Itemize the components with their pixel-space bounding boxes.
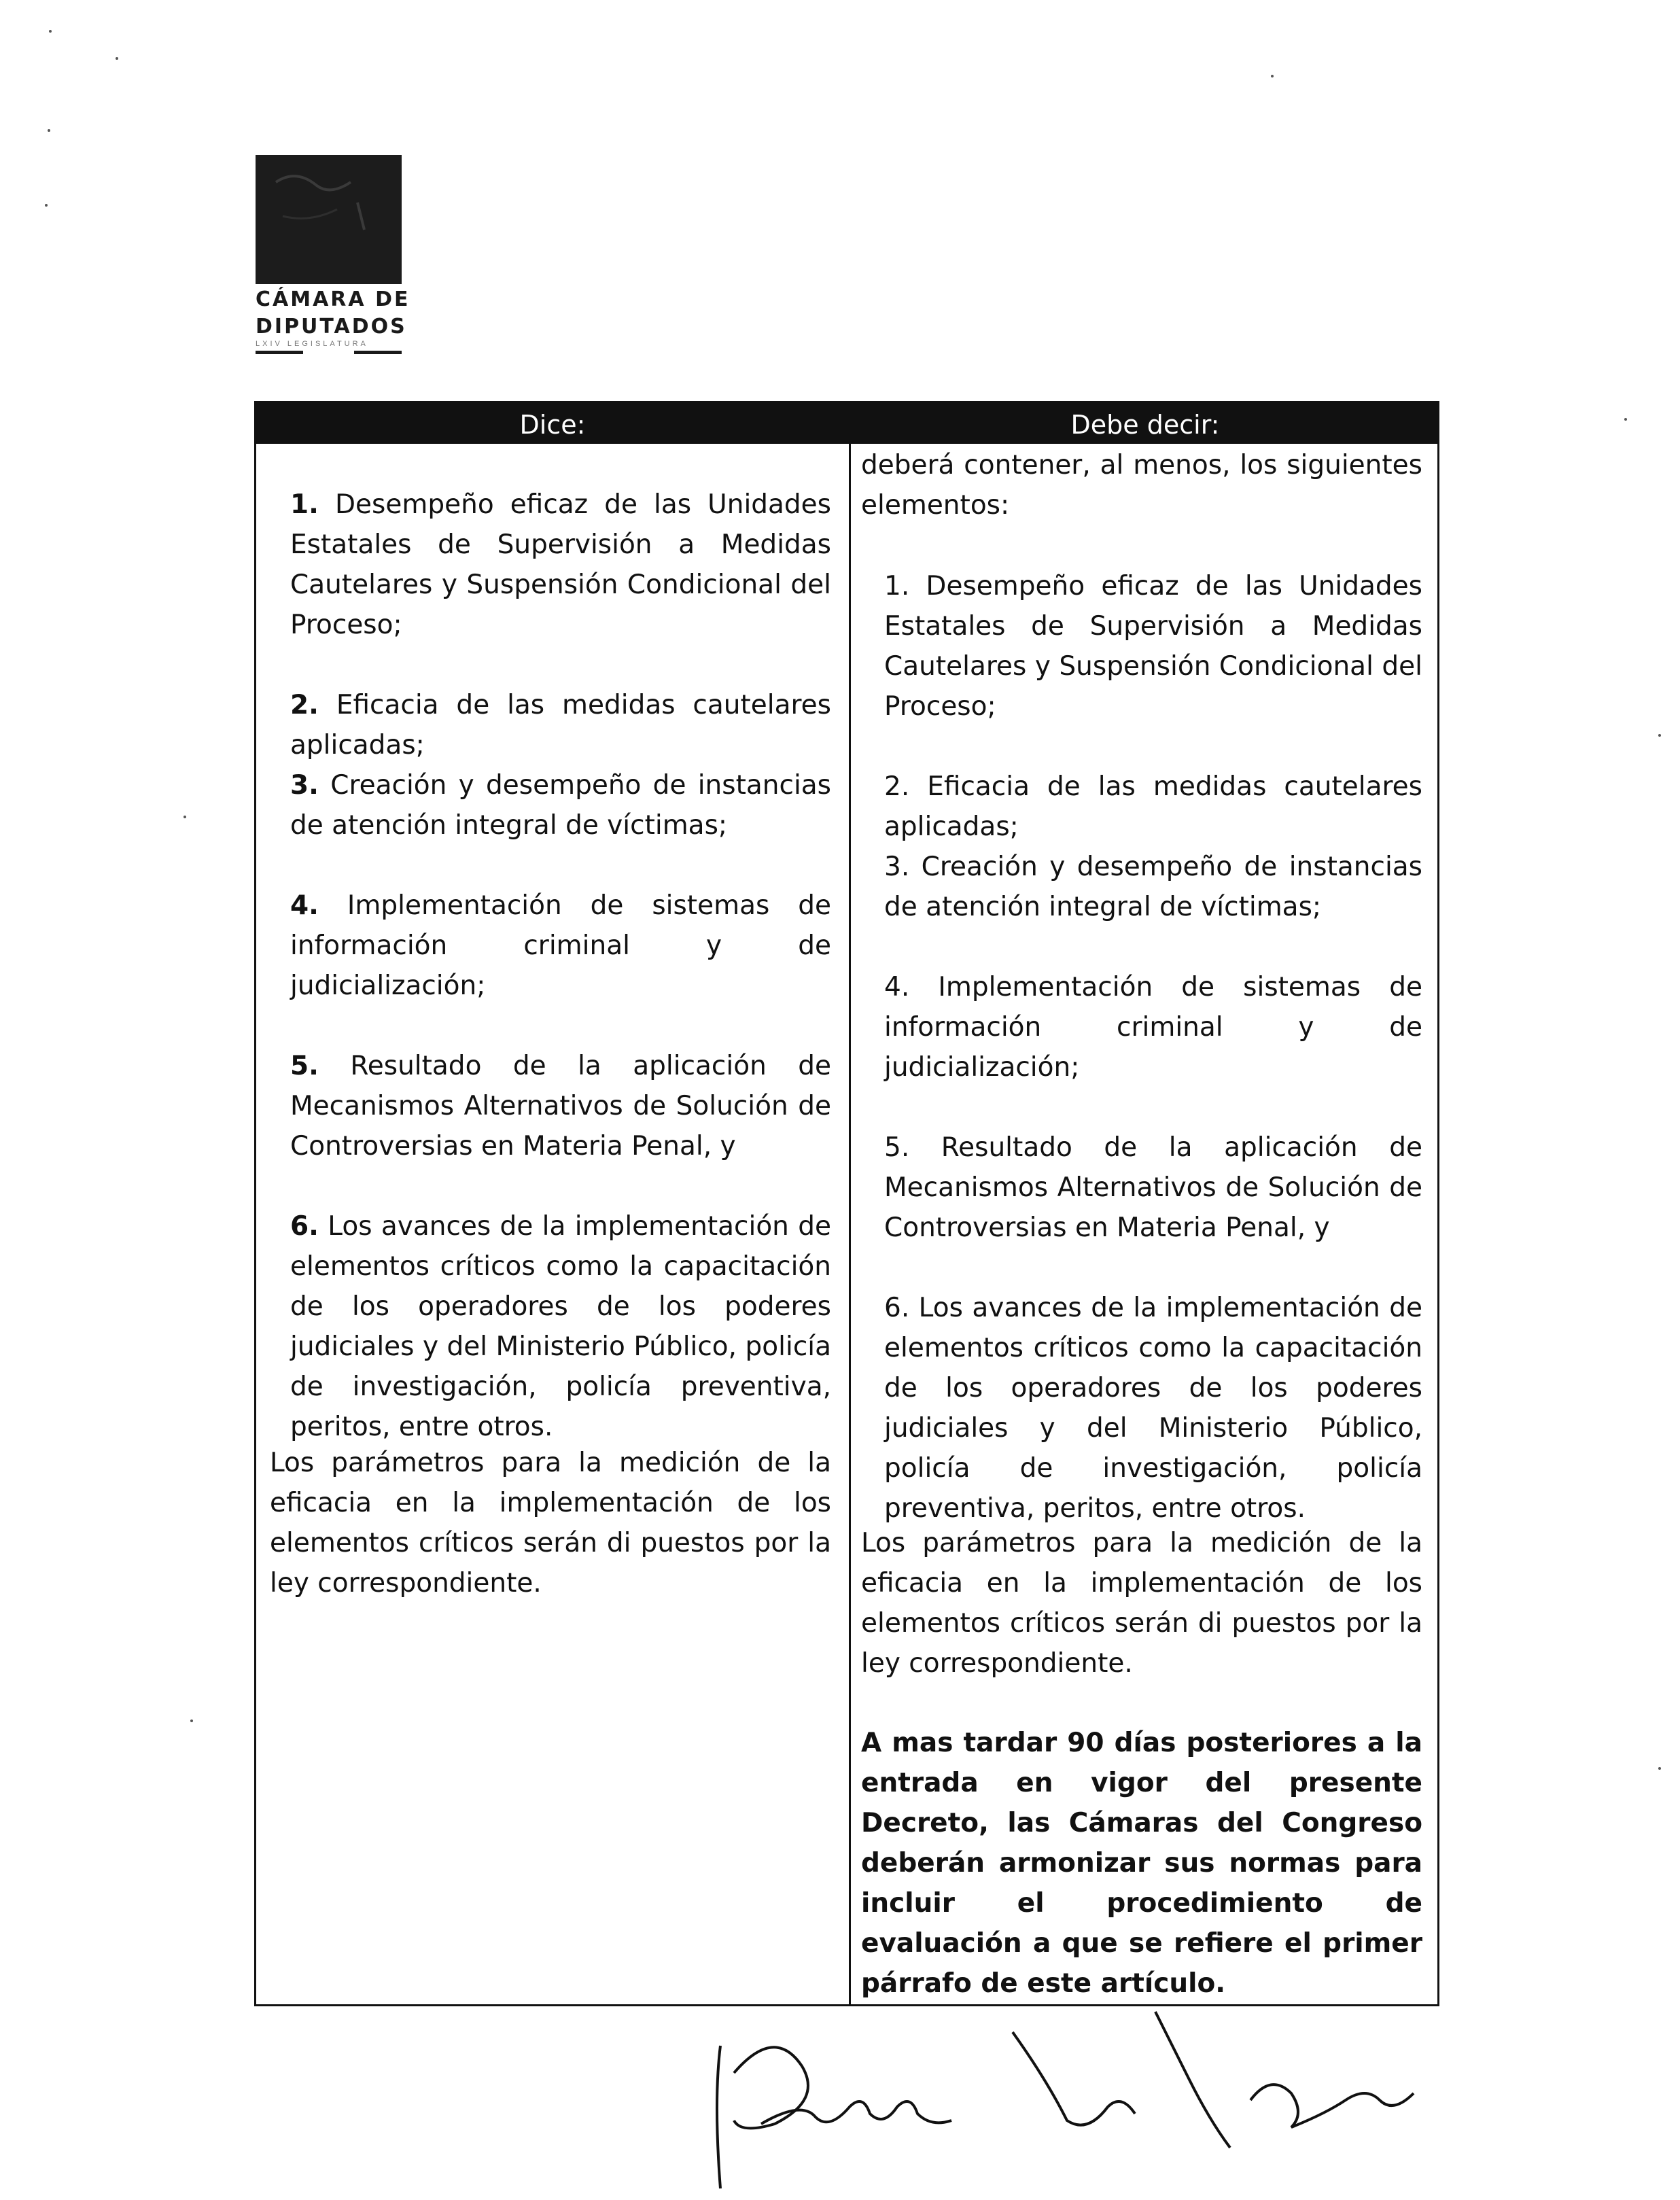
right-intro: deberá contener, al menos, los siguientes elementos: bbox=[861, 450, 1422, 521]
right-item-5: 5. Resultado de la aplicación de Mecanismos Alternativos de Solución de Controversias en Materia Penal, y bbox=[884, 1132, 1422, 1243]
left-column-items bbox=[290, 485, 831, 1447]
left-item-3: 3. Creación y desempeño de instancias de atención integral de víctimas; bbox=[290, 770, 831, 841]
right-item-1: 1. Desempeño eficaz de las Unidades Estatales de Supervisión a Medidas Cautelares y Suspensión Condicional del Proceso; bbox=[884, 571, 1422, 722]
left-item-6: 6. Los avances de la implementación de elementos críticos como la capacitación de los operadores de los poderes judiciales y del Ministerio Público, policía de investigación, policía preventiva, peritos, entre otros. bbox=[290, 1211, 831, 1442]
logo-bars bbox=[256, 351, 402, 357]
left-item-1: 1. Desempeño eficaz de las Unidades Estatales de Supervisión a Medidas Cautelares y Suspensión Condicional del Proceso; bbox=[290, 489, 831, 640]
handwritten-signature bbox=[693, 1998, 1441, 2195]
logo-line1: CÁMARA DE bbox=[256, 287, 410, 311]
right-item-6: 6. Los avances de la implementación de elementos críticos como la capacitación de los operadores de los poderes judiciales y del Ministerio Público, policía de investigación, policía preventiva, peritos, entre otros. bbox=[884, 1293, 1422, 1524]
logo-line2: DIPUTADOS bbox=[256, 315, 407, 338]
column-divider bbox=[849, 403, 851, 2004]
left-item-4: 4. Implementación de sistemas de información criminal y de judicialización; bbox=[290, 890, 831, 1001]
header-debe-decir: Debe decir: bbox=[1070, 410, 1220, 440]
logo bbox=[256, 155, 410, 357]
right-item-2: 2. Eficacia de las medidas cautelares aplicadas; bbox=[884, 771, 1422, 842]
right-column-items bbox=[884, 566, 1422, 1529]
header-dice: Dice: bbox=[519, 410, 586, 440]
right-addition-paragraph: A mas tardar 90 días posteriores a la entrada en vigor del presente Decreto, las Cámaras del Congreso deberán armonizar sus normas para incluir el procedimiento de evaluación a que se refiere el primer párrafo de este artículo. bbox=[861, 1728, 1422, 1999]
right-item-3: 3. Creación y desempeño de instancias de atención integral de víctimas; bbox=[884, 852, 1422, 922]
right-item-4: 4. Implementación de sistemas de información criminal y de judicialización; bbox=[884, 972, 1422, 1083]
right-closing-paragraph: Los parámetros para la medición de la eficacia en la implementación de los elementos críticos serán di puestos por la ley correspondiente. bbox=[861, 1528, 1422, 1679]
logo-subline: LXIV LEGISLATURA bbox=[256, 340, 368, 348]
left-closing-paragraph: Los parámetros para la medición de la eficacia en la implementación de los elementos críticos serán di puestos por la ley correspondiente. bbox=[270, 1448, 831, 1599]
logo-emblem bbox=[256, 155, 402, 284]
left-item-2: 2. Eficacia de las medidas cautelares aplicadas; bbox=[290, 690, 831, 761]
left-item-5: 5. Resultado de la aplicación de Mecanismos Alternativos de Solución de Controversias en Materia Penal, y bbox=[290, 1051, 831, 1162]
comparison-table bbox=[254, 401, 1439, 2006]
table-header bbox=[256, 403, 1437, 444]
